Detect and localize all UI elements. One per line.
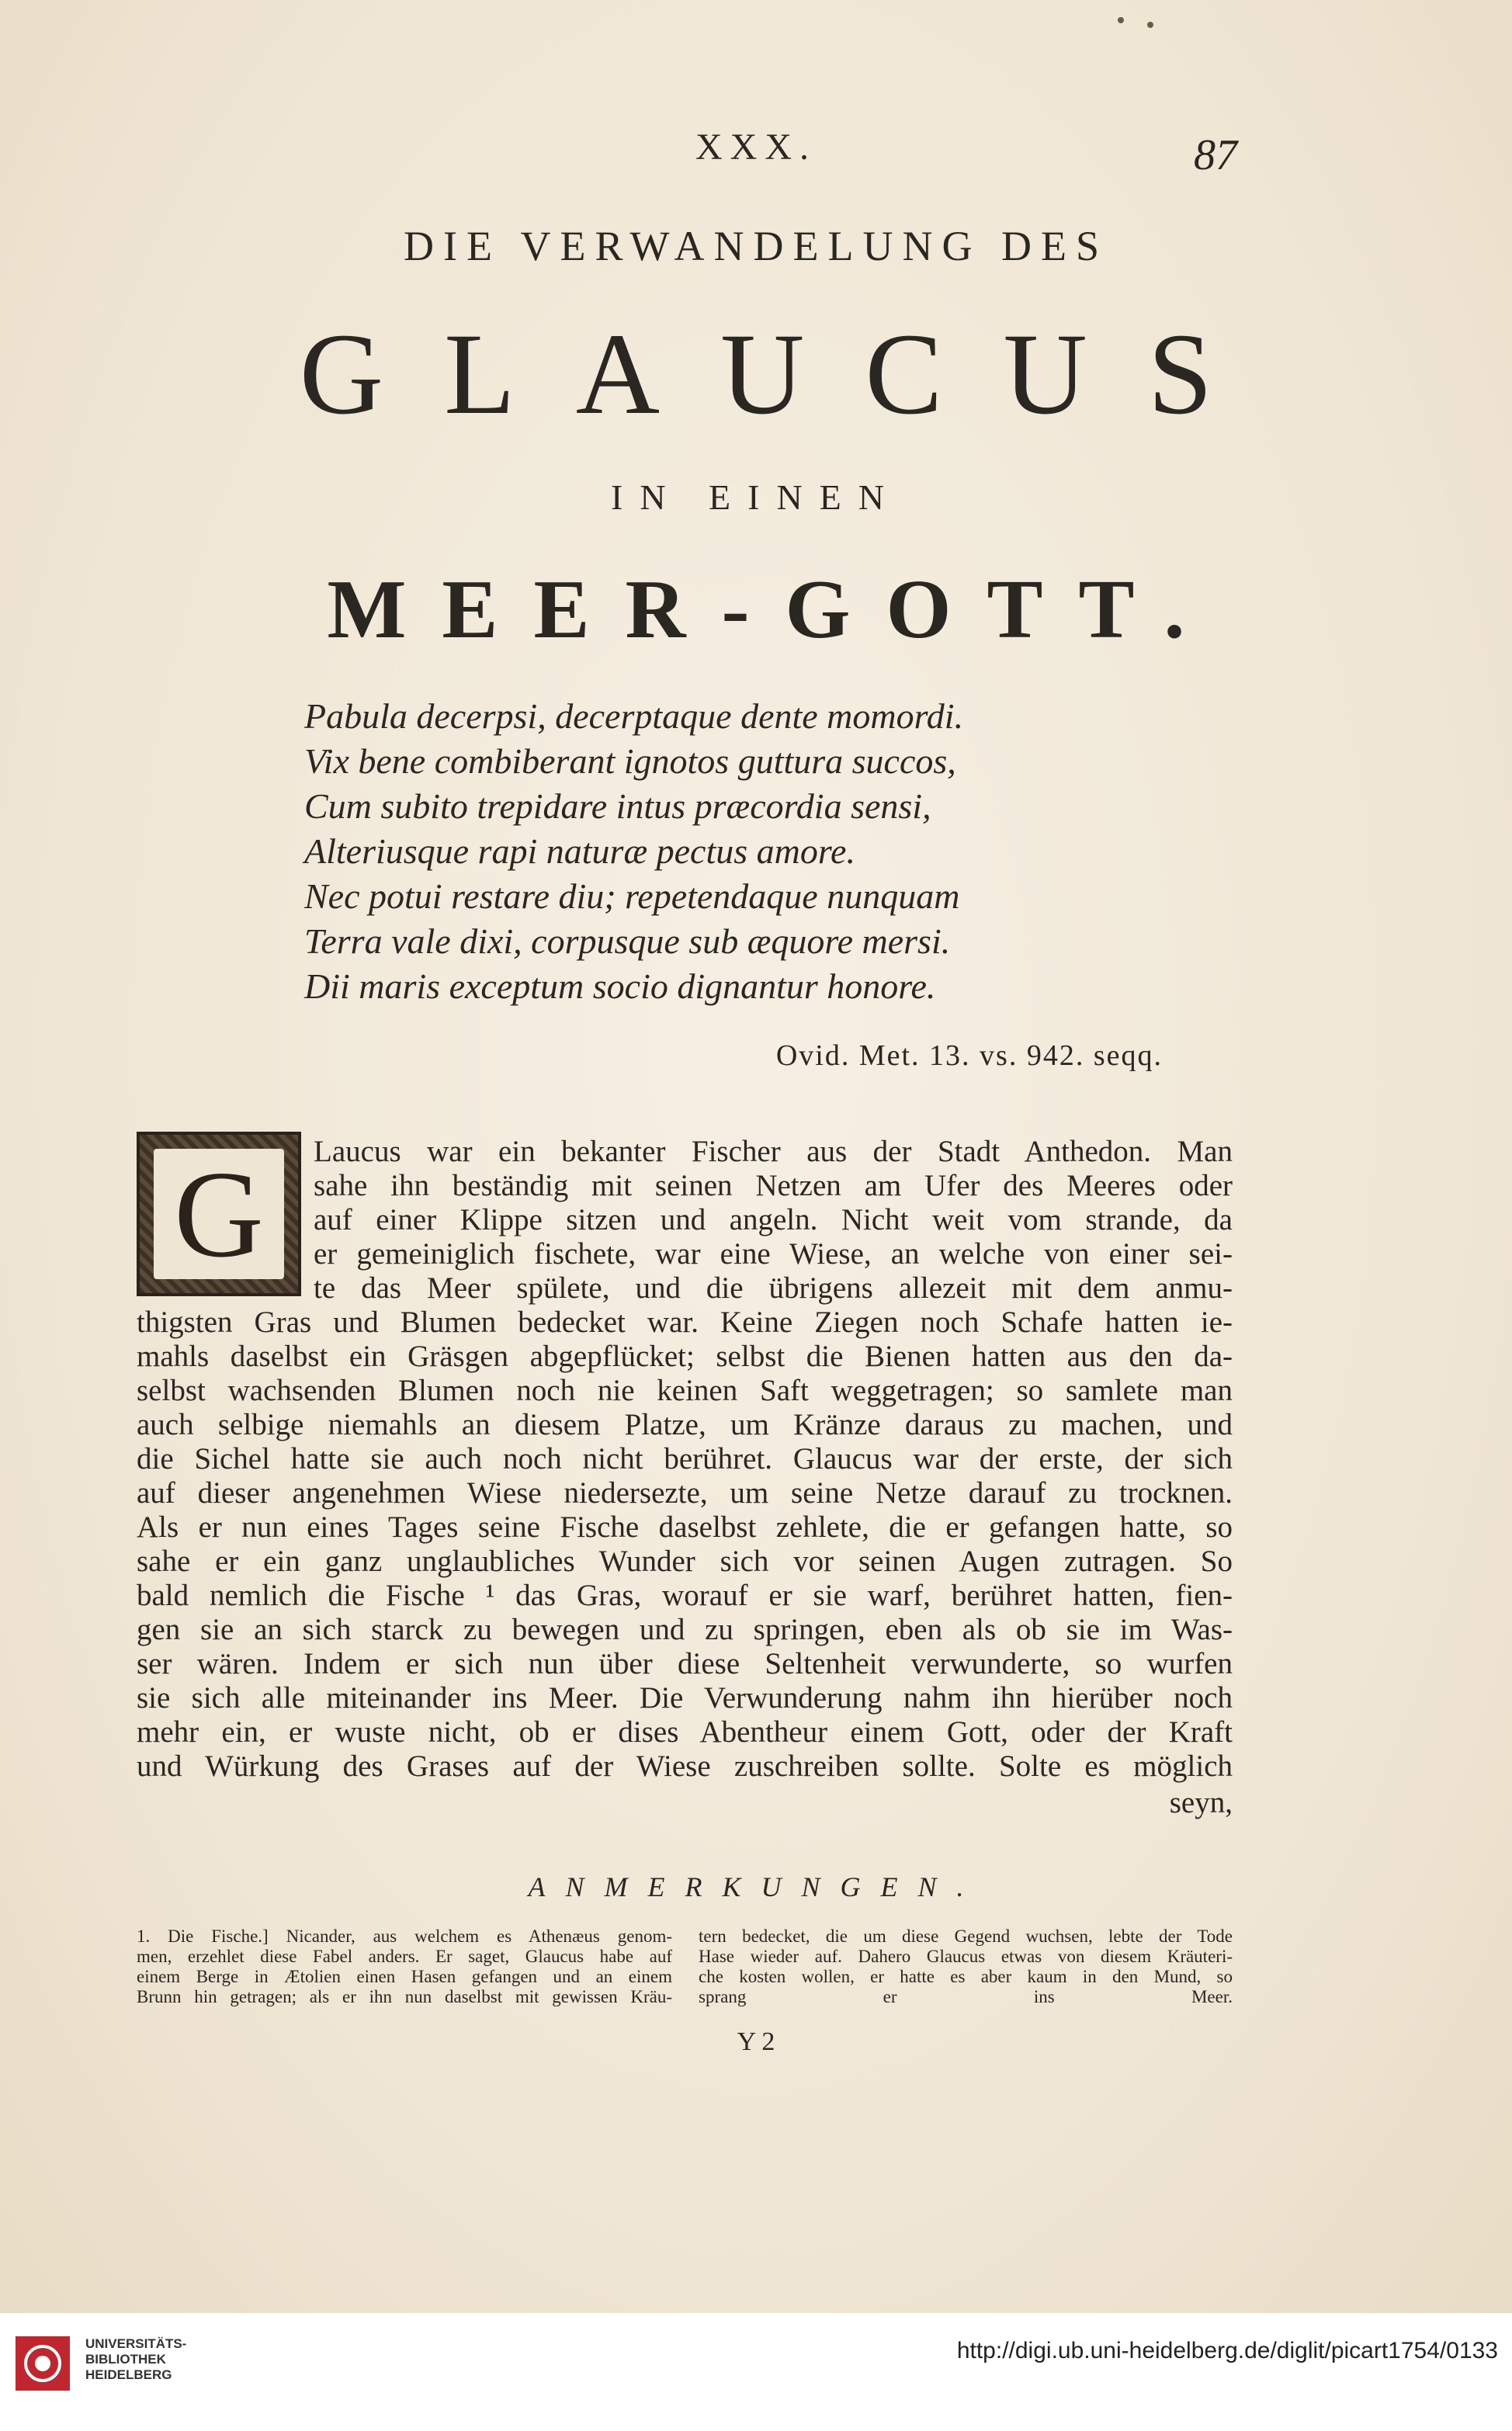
catchword: seyn, — [1169, 1786, 1233, 1819]
note-line: einem Berge in Ætolien einen Hasen gefangen und an einem — [137, 1967, 672, 1986]
section-number: XXX. — [695, 127, 817, 168]
footer-library-line: BIBLIOTHEK — [85, 2352, 166, 2367]
body-line: und Würkung des Grases auf der Wiese zuschreiben sollte. Solte es möglich — [137, 1750, 1233, 1783]
body-line: bald nemlich die Fische ¹ das Gras, worauf er sie warf, berühret hatten, fien- — [137, 1579, 1233, 1612]
stray-ink-mark — [1147, 22, 1153, 28]
title-line-1: DIE VERWANDELUNG DES — [404, 223, 1108, 269]
body-line: mehr ein, er wuste nicht, ob er dises Abentheur einem Gott, oder der Kraft — [137, 1715, 1233, 1749]
body-line: Laucus war ein bekanter Fischer aus der Stadt Anthedon. Man — [314, 1135, 1233, 1168]
footer-library-line: UNIVERSITÄTS- — [85, 2336, 187, 2351]
body-line: auf einer Klippe sitzen und angeln. Nicht weit vom strande, da — [314, 1203, 1233, 1236]
verse-line: Pabula decerpsi, decerptaque dente momordi. — [304, 696, 964, 736]
body-line: auch selbige niemahls an diesem Platze, um Kränze daraus zu machen, und — [137, 1408, 1233, 1441]
body-line: Als er nun eines Tages seine Fische daselbst zehlete, die er gefangen hatte, so — [137, 1510, 1233, 1544]
body-line: te das Meer spülete, und die übrigens allezeit mit dem anmu- — [314, 1271, 1233, 1305]
drop-cap-ornament — [137, 1132, 301, 1296]
verse-line: Terra vale dixi, corpusque sub æquore mersi. — [304, 921, 951, 961]
note-line: sprang er ins Meer. — [699, 1987, 1233, 2006]
body-line: selbst wachsenden Blumen noch nie keinen Saft weggetragen; so samlete man — [137, 1374, 1233, 1407]
footer-url-link[interactable]: http://digi.ub.uni-heidelberg.de/diglit/picart1754/0133 — [956, 2338, 1498, 2363]
note-line: men, erzehlet diese Fabel anders. Er saget, Glaucus habe auf — [137, 1947, 672, 1966]
note-line: tern bedecket, die um diese Gegend wuchsen, lebte der Tode — [699, 1926, 1233, 1946]
university-logo-icon — [16, 2336, 70, 2391]
verse-line: Alteriusque rapi naturæ pectus amore. — [304, 831, 855, 871]
title-line-2: GLAUCUS — [299, 310, 1274, 439]
footer-library-line: HEIDELBERG — [85, 2367, 172, 2382]
body-line: gen sie an sich starck zu bewegen und zu springen, eben als ob sie im Was- — [137, 1613, 1233, 1646]
body-line: die Sichel hatte sie auch noch nicht berühret. Glaucus war der erste, der sich — [137, 1442, 1233, 1476]
footer-library-name — [85, 2336, 186, 2383]
citation: Ovid. Met. 13. vs. 942. seqq. — [775, 1039, 1163, 1072]
note-line: Hase wieder auf. Dahero Glaucus etwas von diesem Kräuteri- — [699, 1947, 1233, 1966]
body-line: mahls daselbst ein Gräsgen abgepflücket; selbst die Bienen hatten aus den da- — [137, 1340, 1233, 1373]
body-line: thigsten Gras und Blumen bedecket war. Keine Ziegen noch Schafe hatten ie- — [137, 1306, 1233, 1339]
footer-bar — [0, 2313, 1512, 2431]
verse-line: Cum subito trepidare intus præcordia sensi, — [304, 786, 931, 826]
signature-mark: Y 2 — [737, 2027, 775, 2056]
note-line: Brunn hin getragen; als er ihn nun daselbst mit gewissen Kräu- — [137, 1987, 672, 2006]
title-line-4: MEER-GOTT. — [327, 564, 1221, 656]
notes-heading: ANMERKUNGEN. — [528, 1871, 984, 1902]
title-line-3: IN EINEN — [611, 477, 901, 517]
verse-line: Vix bene combiberant ignotos guttura succos, — [304, 741, 956, 781]
verse-line: Dii maris exceptum socio dignantur honore. — [304, 966, 936, 1006]
body-line: auf dieser angenehmen Wiese niedersezte, um seine Netze darauf zu trocknen. — [137, 1476, 1233, 1510]
body-line: sahe ihn beständig mit seinen Netzen am Ufer des Meeres oder — [314, 1169, 1233, 1202]
note-line: che kosten wollen, er hatte es aber kaum in den Mund, so — [699, 1967, 1233, 1986]
note-line: 1. Die Fische.] Nicander, aus welchem es Athenæus genom- — [137, 1926, 672, 1946]
verse-line: Nec potui restare diu; repetendaque nunquam — [304, 876, 960, 916]
page-number: 87 — [1194, 131, 1237, 179]
body-line: ser wären. Indem er sich nun über diese Seltenheit verwunderte, so wurfen — [137, 1647, 1233, 1680]
stray-ink-mark — [1118, 17, 1124, 23]
body-line: er gemeiniglich fischete, war eine Wiese, an welche von einer sei- — [314, 1237, 1233, 1271]
body-line: sie sich alle miteinander ins Meer. Die Verwunderung nahm ihn hierüber noch — [137, 1681, 1233, 1715]
drop-cap-letter: G — [154, 1149, 284, 1279]
body-line: sahe er ein ganz unglaubliches Wunder sich vor seinen Augen zutragen. So — [137, 1545, 1233, 1578]
